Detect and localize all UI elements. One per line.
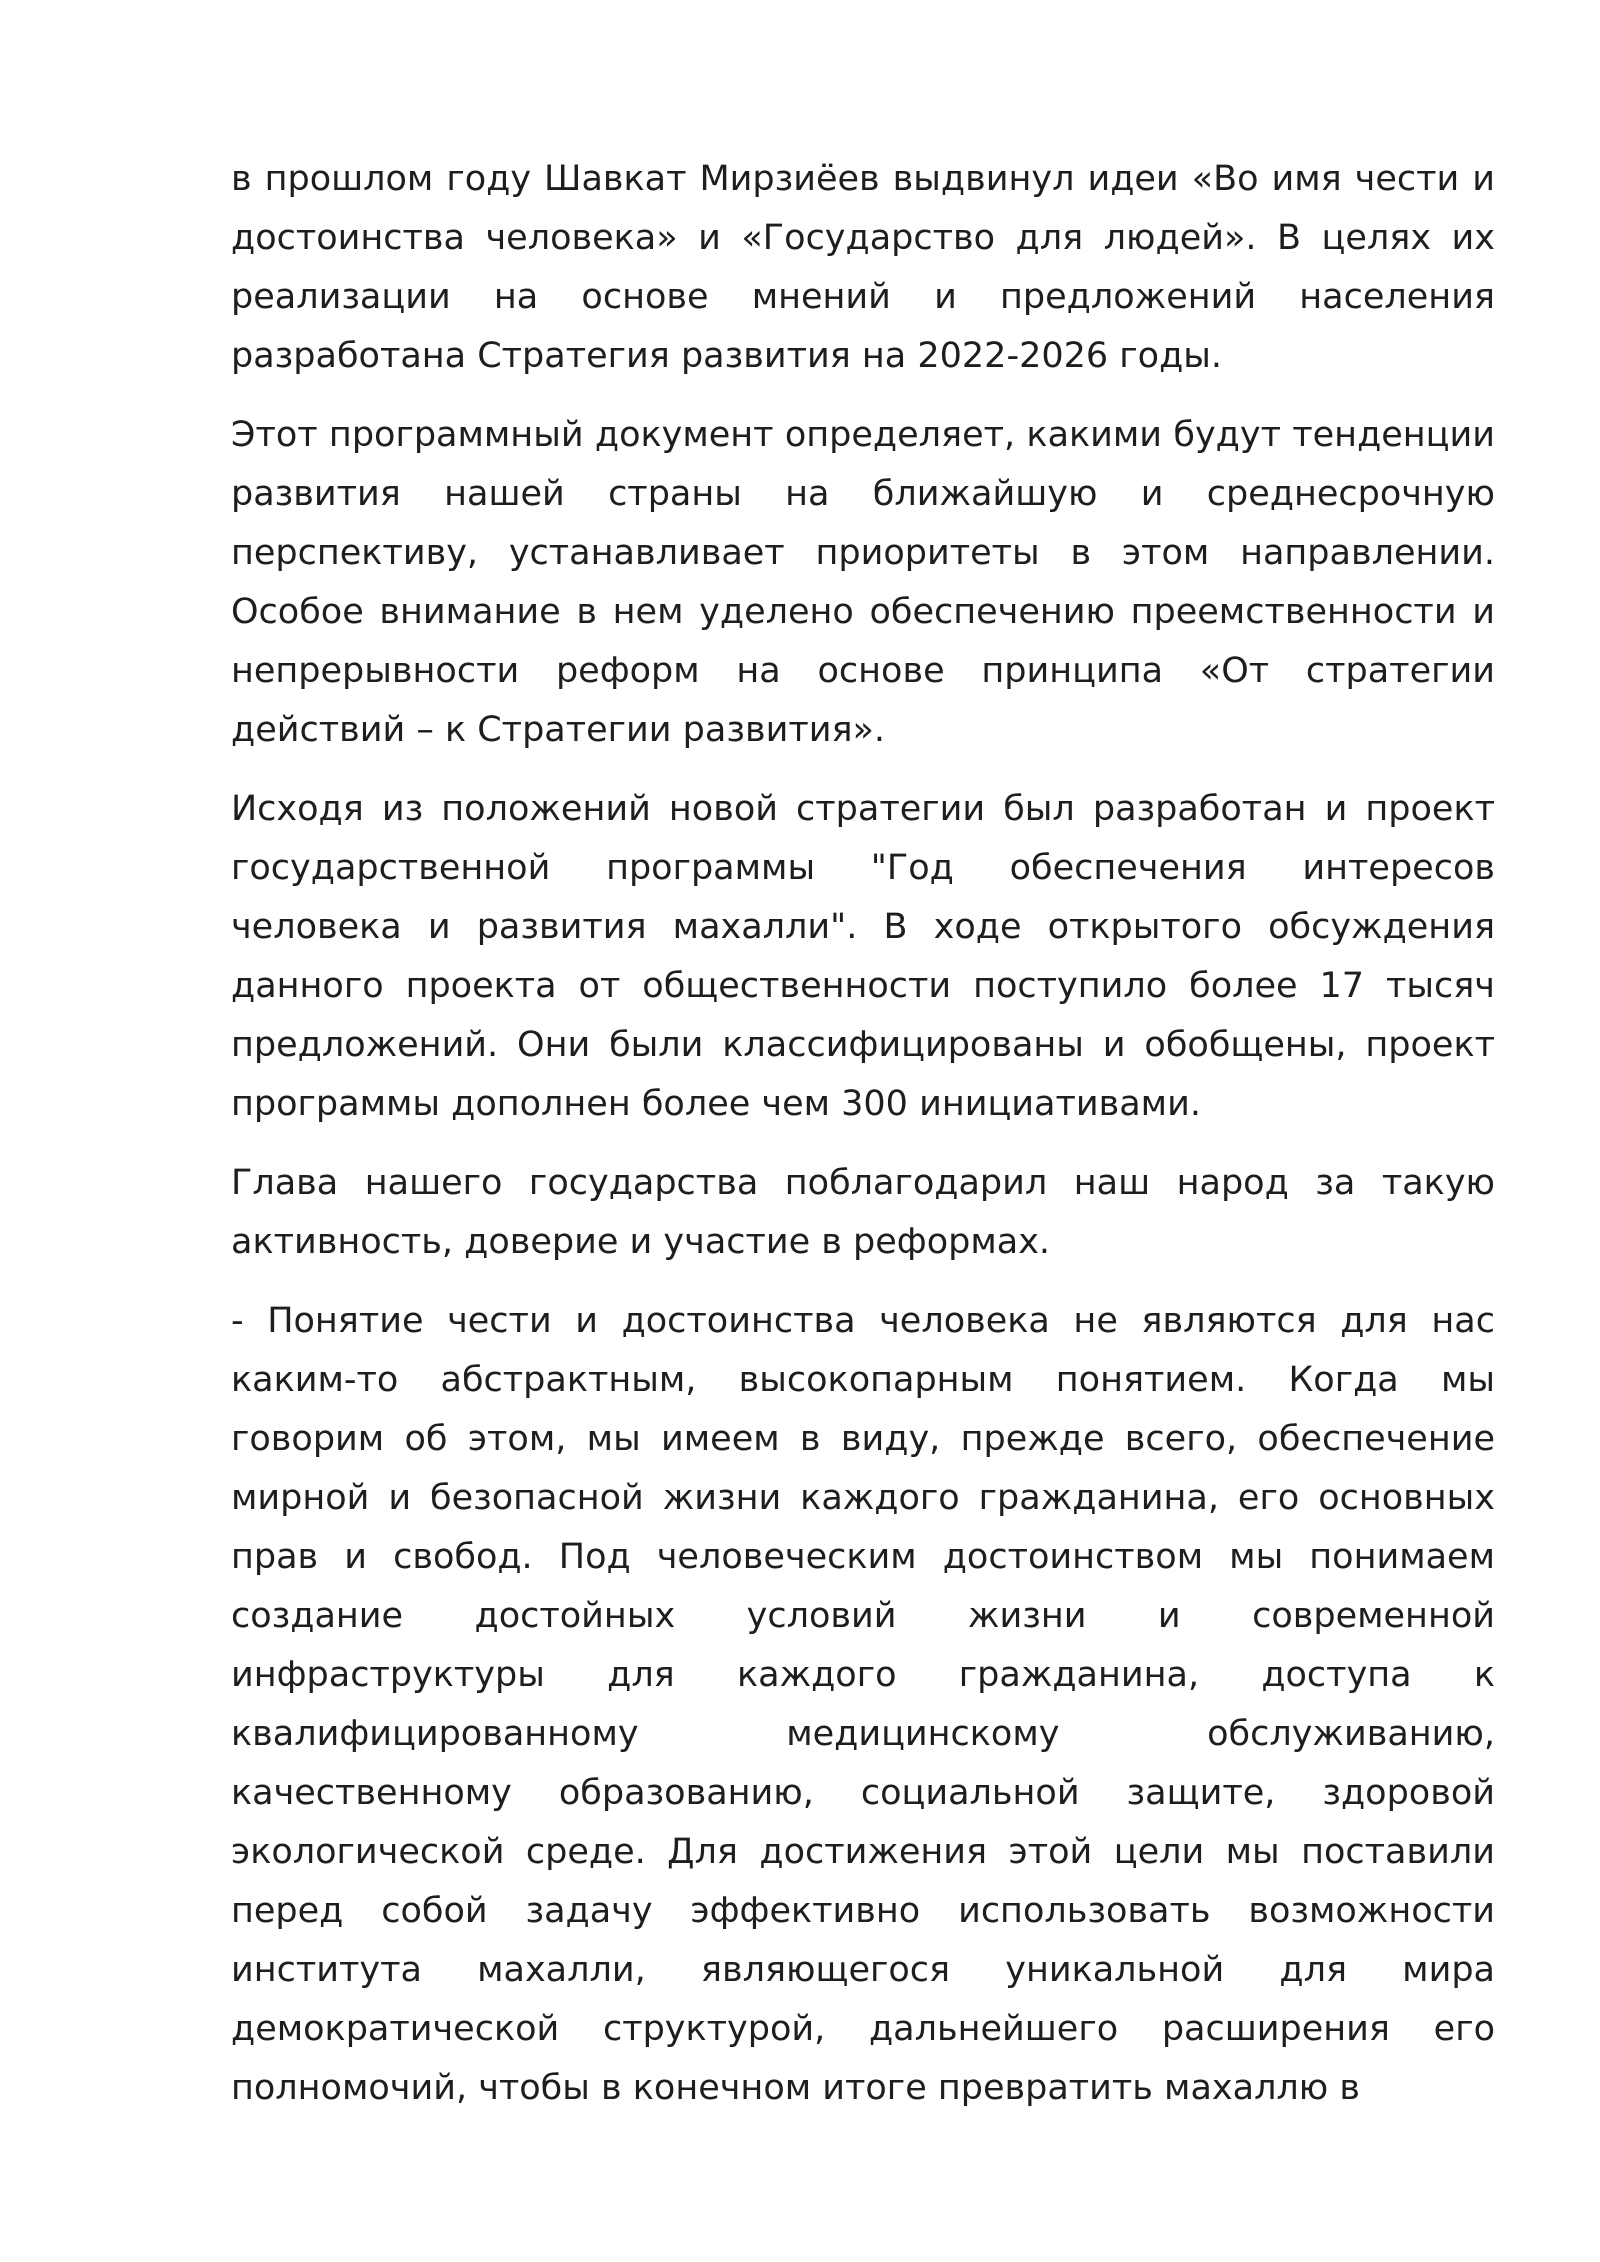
paragraph-2: Этот программный документ определяет, какими будут тенденции развития нашей страны на ближайшую и среднесрочную перспективу, устанавливает приоритеты в этом направлении. Особое внимание в нем уделено обеспечению преемственности и непрерывности реформ на основе принципа «От стратегии действий – к Стратегии развития».	[231, 415, 1495, 750]
paragraph-3: Исходя из положений новой стратегии был разработан и проект государственной программы "Год обеспечения интересов человека и развития махалли". В ходе открытого обсуждения данного проекта от общественности поступило более 17 тысяч предложений. Они были классифицированы и обобщены, проект программы дополнен более чем 300 инициативами.	[231, 789, 1495, 1124]
paragraph-1: в прошлом году Шавкат Мирзиёев выдвинул идеи «Во имя чести и достоинства человека» и «Государство для людей». В целях их реализации на основе мнений и предложений населения разработана Стратегия развития на 2022-2026 годы.	[231, 159, 1495, 376]
paragraph-5: - Понятие чести и достоинства человека не являются для нас каким-то абстрактным, высокопарным понятием. Когда мы говорим об этом, мы имеем в виду, прежде всего, обеспечение мирной и безопасной жизни каждого гражданина, его основных прав и свобод. Под человеческим достоинством мы понимаем создание достойных условий жизни и современной инфраструктуры для каждого гражданина, доступа к квалифицированному медицинскому обслуживанию, качественному образованию, социальной защите, здоровой экологической среде. Для достижения этой цели мы поставили перед собой задачу эффективно использовать возможности института махалли, являющегося уникальной для мира демократической структурой, дальнейшего расширения его полномочий, чтобы в конечном итоге превратить махаллю в	[231, 1301, 1495, 2108]
document-body	[231, 150, 1495, 2138]
paragraph-4: Глава нашего государства поблагодарил наш народ за такую активность, доверие и участие в реформах.	[231, 1163, 1495, 1262]
